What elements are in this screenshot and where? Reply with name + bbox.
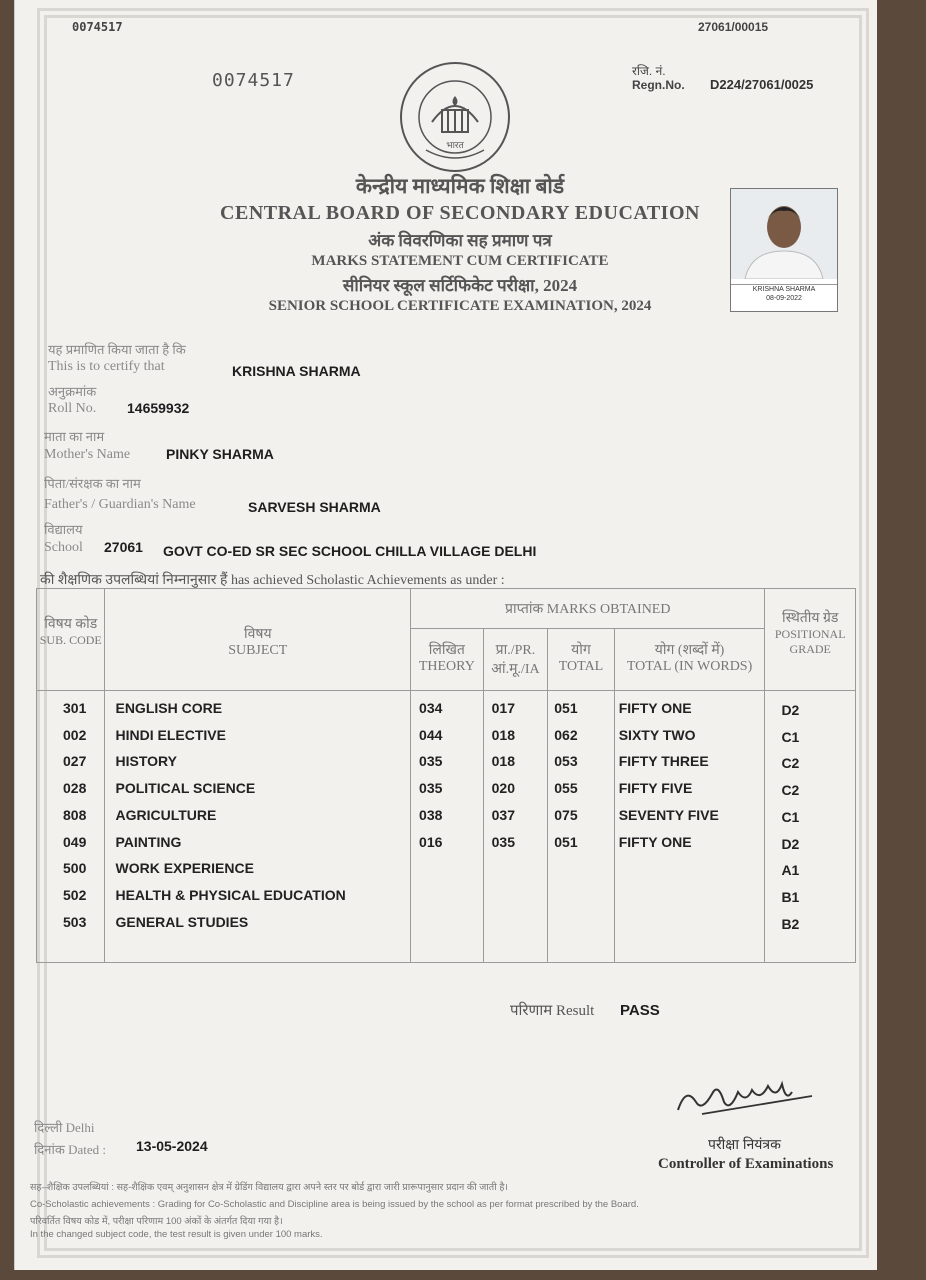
regn-label-hi: रजि. नं. [632, 64, 666, 78]
controller-label: Controller of Examinations [658, 1156, 834, 1172]
result-label: Result [556, 1003, 595, 1019]
board-name: CENTRAL BOARD OF SECONDARY EDUCATION [220, 202, 700, 224]
controller-signature [672, 1072, 822, 1122]
roll-label: Roll No. [48, 401, 97, 416]
school-label: School [44, 540, 83, 555]
footnote-en-2: In the changed subject code, the test result is given under 100 marks. [30, 1229, 323, 1240]
regn-label: Regn.No. [632, 78, 685, 92]
total-words-column: FIFTY ONE SIXTY TWO FIFTY THREE FIFTY FIVE SEVENTY FIVE FIFTY ONE [614, 691, 765, 963]
header-sub-code: विषय कोड SUB. CODE [37, 589, 105, 691]
achieved-label: has achieved Scholastic Achievements as under : [230, 573, 505, 588]
footnote-en-1: Co-Scholastic achievements : Grading for Co-Scholastic and Discipline area is being issued by the school as per format prescribed by the Board. [30, 1199, 639, 1210]
achieved-label-hi: की शैक्षणिक उपलब्धियां निम्नानुसार हैं [40, 573, 228, 588]
header-marks-obtained: प्राप्तांक MARKS OBTAINED [411, 589, 765, 629]
footnote-hi-2: परिवर्तित विषय कोड में, परीक्षा परिणाम 100 अंकों के अंतर्गत दिया गया है। [30, 1216, 283, 1227]
father-name: SARVESH SHARMA [248, 499, 381, 515]
controller-label-hi: परीक्षा नियंत्रक [708, 1136, 781, 1152]
mother-label-hi: माता का नाम [44, 429, 105, 444]
result-label-hi: परिणाम [510, 1003, 553, 1019]
student-name: KRISHNA SHARMA [232, 363, 361, 379]
sub-code-column: 301 002 027 028 808 049 500 502 503 [37, 691, 105, 963]
header-grade: स्थितीय ग्रेड POSITIONAL GRADE [765, 589, 856, 691]
header-theory: लिखित THEORY [411, 629, 484, 691]
theory-column: 034 044 035 035 038 016 [411, 691, 484, 963]
dated-value: 13-05-2024 [136, 1138, 208, 1154]
serial-top: 0074517 [72, 20, 123, 34]
roll-number: 14659932 [127, 400, 190, 416]
total-column: 051 062 053 055 075 051 [548, 691, 614, 963]
subject-name-column: ENGLISH CORE HINDI ELECTIVE HISTORY POLITICAL SCIENCE AGRICULTURE PAINTING WORK EXPERIENCE HEALTH & PHYSICAL EDUCATION GENERAL STUDIES [105, 691, 411, 963]
practical-column: 017 018 018 020 037 035 [483, 691, 548, 963]
photo-caption-date: 08-09-2022 [766, 295, 802, 302]
result-value: PASS [620, 1002, 660, 1019]
place: Delhi [65, 1120, 95, 1135]
father-label: Father's / Guardian's Name [44, 497, 196, 512]
header-practical: प्रा./PR. आं.मू./IA [483, 629, 548, 691]
header-total: योग TOTAL [548, 629, 614, 691]
roll-label-hi: अनुक्रमांक [48, 384, 97, 399]
logo-country: भारत [446, 140, 464, 150]
grade-column: D2 C1 C2 C2 C1 D2 A1 B1 B2 [765, 691, 856, 963]
exam-name-hi: सीनियर स्कूल सर्टिफिकेट परीक्षा, 2024 [342, 276, 578, 295]
mother-label: Mother's Name [44, 447, 131, 462]
reference-top: 27061/00015 [698, 20, 769, 34]
school-label-hi: विद्यालय [44, 522, 83, 537]
cbse-logo [398, 60, 512, 174]
board-name-hi: केन्द्रीय माध्यमिक शिक्षा बोर्ड [355, 174, 565, 198]
father-label-hi: पिता/संरक्षक का नाम [44, 476, 141, 491]
header-subject: विषय SUBJECT [105, 589, 411, 691]
header-total-words: योग (शब्दों में) TOTAL (IN WORDS) [614, 629, 765, 691]
place-hi: दिल्ली [34, 1120, 63, 1135]
dated-label-hi: दिनांक [34, 1142, 65, 1157]
student-photo [730, 188, 838, 312]
regn-number: D224/27061/0025 [710, 77, 814, 92]
dated-label: Dated : [68, 1142, 106, 1157]
exam-name: SENIOR SCHOOL CERTIFICATE EXAMINATION, 2024 [268, 298, 652, 314]
certify-label-hi: यह प्रमाणित किया जाता है कि [48, 342, 186, 357]
school-code: 27061 [104, 539, 143, 555]
footnote-hi-1: सह–शैक्षिक उपलब्धियां : सह-शैक्षिक एवम् अनुशासन क्षेत्र में ग्रेडिंग विद्यालय द्वारा अपने स्तर पर बोर्ड द्वारा जारी प्रारूपानुसार प्रदान की जाती है। [30, 1182, 508, 1193]
document-type-hi: अंक विवरणिका सह प्रमाण पत्र [368, 231, 552, 250]
certify-label: This is to certify that [48, 359, 165, 374]
marks-table [36, 588, 856, 963]
mother-name: PINKY SHARMA [166, 446, 274, 462]
school-name: GOVT CO-ED SR SEC SCHOOL CHILLA VILLAGE DELHI [163, 543, 537, 559]
document-type: MARKS STATEMENT CUM CERTIFICATE [311, 253, 609, 269]
serial-number: 0074517 [212, 70, 295, 91]
photo-caption-name: KRISHNA SHARMA [752, 286, 816, 293]
